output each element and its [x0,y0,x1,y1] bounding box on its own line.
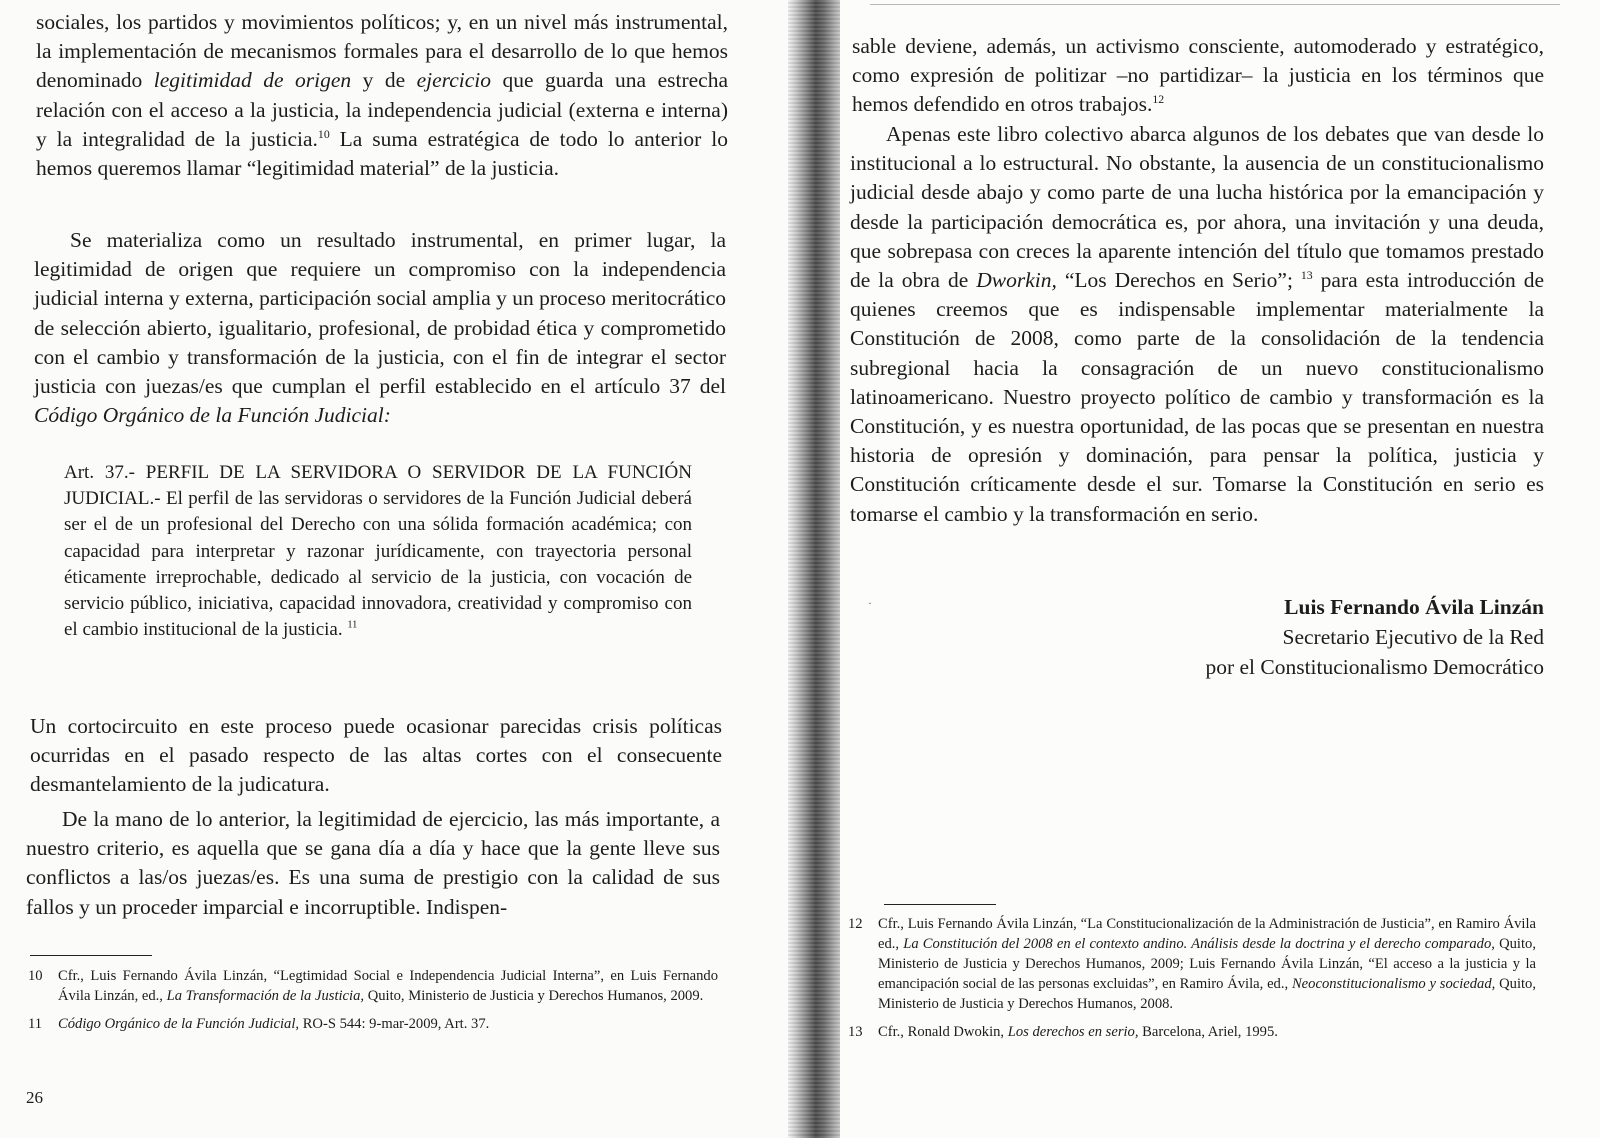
text-run: RO-S 544: 9-mar-2009, Art. 37. [299,1016,490,1032]
italic-run: legitimidad de origen [153,68,352,93]
footnote-10 [28,966,718,1006]
text-run: Un cortocircuito en este proceso puede ocasionar parecidas crisis políticas ocurridas en el pasado respecto de las altas cortes con el consecuente desmantelamiento de la judicatura. [30,714,722,797]
signature-block [1205,592,1544,682]
left-paragraph-3 [30,712,722,800]
italic-run: La Constitución del 2008 en el contexto andino. Análisis desde la doctrina y el derecho comparado, [903,936,1495,952]
footnote-text [58,1014,718,1034]
top-edge-line [870,4,1560,5]
footnote-ref: 11 [347,619,358,631]
italic-run: Neoconstitucionalismo y sociedad, [1291,976,1496,992]
italic-run: Dworkin, [976,268,1057,293]
text-run: sociales, los partidos y movimientos políticos; y, en un nivel más instrumental, la implementación de mecanismos formales para el desarrollo de lo que hemos denominado [36,10,728,93]
italic-run: ejercicio [416,68,492,93]
footnote-number: 13 [848,1024,863,1040]
text-run: Cfr., Ronald Dwokin, [878,1024,1008,1040]
text-run: Quito, Ministerio de Justicia y Derechos Humanos, 2009. [364,988,704,1004]
footnote-number: 10 [28,968,43,984]
scan-speck: · [868,596,872,610]
text-run: Cfr., Luis Fernando Ávila Linzán, “Legtimidad Social e Independencia Judicial Interna”, en Luis Fernando Ávila Linzán, ed., [58,968,718,1004]
left-paragraph-1 [36,8,728,183]
italic-run: Código Orgánico de la Función Judicial, [58,1016,300,1032]
left-page [0,0,790,1138]
text-run: Apenas este libro colectivo abarca algunos de los debates que van desde lo institucional a lo estructural. No obstante, la ausencia de un constitucionalismo judicial desde abajo y como parte de una lucha histórica por la emancipación y desde la participación democrática es, por ahora, una invitación y una deuda, que sobrepasa con creces la aparente intención del título que tomamos prestado de la obra de [850,122,1544,293]
text-run: sable deviene, además, un activismo consciente, automoderado y estratégico, como expresión de politizar –no partidizar– la justicia en los términos que hemos defendido en otros trabajos. [852,34,1544,117]
footnote-ref: 10 [317,126,330,141]
text-run: Barcelona, Ariel, 1995. [1138,1024,1278,1040]
right-paragraph-2 [850,120,1544,529]
footnote-number: 11 [28,1016,43,1032]
article-quote [64,460,692,643]
text-run: Quito, Ministerio de Justicia y Derechos Humanos, 2008. [878,976,1536,1012]
text-run: y de [351,68,417,93]
left-footnotes [28,966,718,1042]
left-paragraph-4 [26,805,720,922]
left-paragraph-2 [34,226,726,430]
footnote-ref: 12 [1152,92,1165,107]
right-page [840,0,1600,1138]
footnote-rule [30,955,152,956]
footnote-11 [28,1014,718,1034]
footnote-rule [884,904,996,905]
signature-name: Luis Fernando Ávila Linzán [1284,595,1544,619]
footnote-ref: 13 [1300,267,1313,282]
text-run: De la mano de lo anterior, la legitimidad de ejercicio, las más importante, a nuestro criterio, es aquella que se gana día a día y hace que la gente lleve sus conflictos a las/os juezas/es. Es una suma de prestigio con la calidad de sus fallos y un proceder imparcial e incorruptible. Indispen- [26,807,720,919]
text-run: que guarda una estrecha relación con el acceso a la justicia, la independencia judicial (externa e interna) y la integralidad de la justicia. [36,68,728,151]
footnote-12 [848,914,1536,1014]
footnote-text [58,966,718,1006]
footnote-text [878,914,1536,1014]
page-number: 26 [26,1088,43,1107]
footnote-text [878,1022,1536,1042]
footnote-13 [848,1022,1536,1042]
text-run: La suma estratégica de todo lo anterior lo hemos queremos llamar “legitimidad material” de la justicia. [36,126,728,181]
text-run: Cfr., Luis Fernando Ávila Linzán, “La Constitucionalización de la Administración de Justicia”, en Ramiro Ávila ed., [878,916,1536,952]
signature-title: Secretario Ejecutivo de la Red [1282,625,1544,649]
footnote-number: 12 [848,916,863,932]
right-footnotes [848,914,1536,1050]
quote-text: Art. 37.- PERFIL DE LA SERVIDORA O SERVIDOR DE LA FUNCIÓN JUDICIAL.- El perfil de las servidoras o servidores de la Función Judicial deberá ser el de un profesional del Derecho con una sólida formación académica; con capacidad para interpretar y razonar jurídicamente, con trayectoria personal éticamente irreprochable, dedicado al servicio de la justicia, con vocación de servicio público, iniciativa, capacidad innovadora, creatividad y compromiso con el cambio institucional de la justicia. [64,462,692,641]
text-run: Quito, Ministerio de Justicia y Derechos Humanos, 2009; Luis Fernando Ávila Linzán, “El acceso a la justicia y la emancipación social de las personas excluidas”, en Ramiro Ávila, ed., [878,936,1536,992]
text-run: Se materializa como un resultado instrumental, en primer lugar, la legitimidad de origen que requiere un compromiso con la independencia judicial interna y externa, participación social amplia y un proceso meritocrático de selección abierto, igualitario, profesional, de probidad ética y comprometido con el cambio y transformación de la justicia, con el fin de integrar el sector justicia con juezas/es que cumplan el perfil establecido en el artículo 37 del [34,228,726,399]
signature-title: por el Constitucionalismo Democrático [1205,655,1544,679]
text-run: “Los Derechos en Serio”; [1056,268,1301,293]
text-run: para esta introducción de quienes creemos que es indispensable implementar materialmente la Constitución de 2008, como parte de la consolidación de la tendencia subregional hacia la consagración de un nuevo constitucionalismo latinoamericano. Nuestro proyecto político de cambio y transformación es la Constitución, y es nuestra oportunidad, de las pocas que se presentan en nuestra historia de opresión y dominación, para pensar la política, justicia y Constitución críticamente desde el sur. Tomarse la Constitución en serio es tomarse el cambio y la transformación en serio. [850,268,1544,526]
italic-run: Código Orgánico de la Función Judicial: [34,403,391,428]
book-gutter [788,0,846,1138]
right-paragraph-1 [852,32,1544,120]
italic-run: La Transformación de la Justicia, [166,988,365,1004]
italic-run: Los derechos en serio, [1007,1024,1139,1040]
